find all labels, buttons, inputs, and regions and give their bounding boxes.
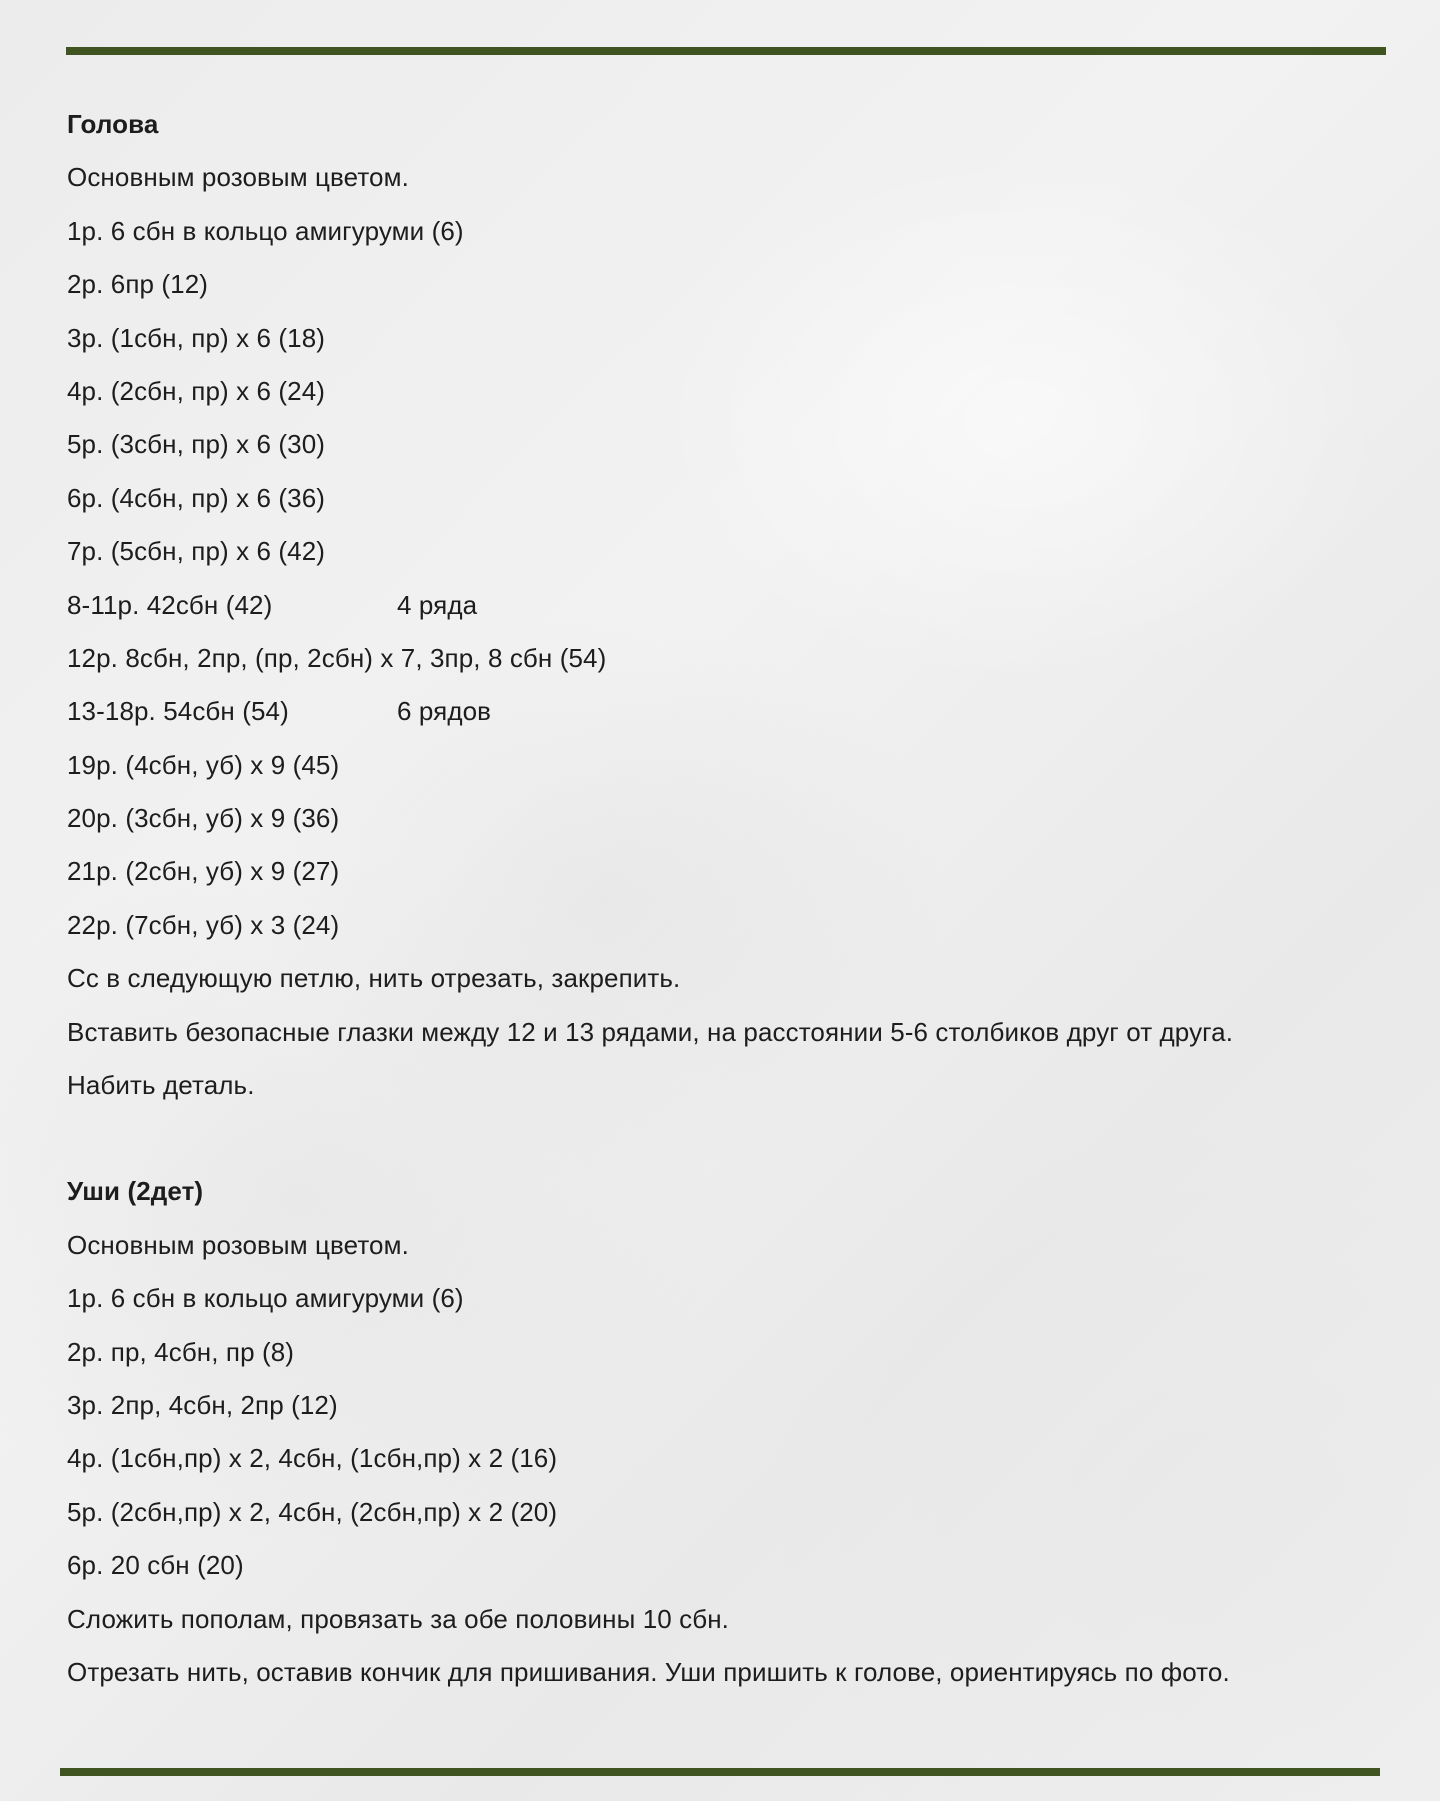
- instruction-line: 2р. 6пр (12): [67, 269, 209, 300]
- instruction-line: 19р. (4сбн, уб) х 9 (45): [67, 749, 340, 780]
- instruction-line: 5р. (3сбн, пр) х 6 (30): [67, 429, 326, 460]
- instruction-line: 20р. (3сбн, уб) х 9 (36): [67, 803, 340, 834]
- instruction-line: Набить деталь.: [67, 1070, 255, 1101]
- instruction-line: 12р. 8сбн, 2пр, (пр, 2сбн) х 7, 3пр, 8 сбн (54): [67, 642, 607, 673]
- instruction-line: 5р. (2сбн,пр) х 2, 4сбн, (2сбн,пр) х 2 (20): [67, 1496, 558, 1527]
- instruction-line-with-note: [67, 685, 1407, 738]
- section-title: Уши (2дет): [67, 1176, 204, 1207]
- section-ears: [67, 1165, 1407, 1699]
- instruction-line: 3р. 2пр, 4сбн, 2пр (12): [67, 1389, 338, 1420]
- instruction-line: 22р. (7сбн, уб) х 3 (24): [67, 909, 340, 940]
- top-divider: [66, 47, 1386, 55]
- instruction-line: Сложить пополам, провязать за обе половины 10 сбн.: [67, 1603, 730, 1634]
- instruction-line: 2р. пр, 4сбн, пр (8): [67, 1336, 295, 1367]
- instruction-line: 4р. (1сбн,пр) х 2, 4сбн, (1сбн,пр) х 2 (16): [67, 1443, 558, 1474]
- instruction-line: 7р. (5сбн, пр) х 6 (42): [67, 536, 326, 567]
- instruction-line: 6р. (4сбн, пр) х 6 (36): [67, 482, 326, 513]
- row-count-note: 6 рядов: [397, 696, 492, 727]
- instruction-line-with-note: [67, 579, 1407, 632]
- instruction-line: Отрезать нить, оставив кончик для пришивания. Уши пришить к голове, ориентируясь по фото.: [67, 1656, 1230, 1687]
- instruction-text: 13-18р. 54сбн (54): [67, 696, 289, 727]
- section-head: [67, 98, 1407, 1112]
- section-title: Голова: [67, 109, 159, 139]
- instruction-line: 21р. (2сбн, уб) х 9 (27): [67, 856, 340, 887]
- row-count-note: 4 ряда: [397, 589, 478, 620]
- instruction-line: 1р. 6 сбн в кольцо амигуруми (6): [67, 1283, 464, 1314]
- instruction-line: 4р. (2сбн, пр) х 6 (24): [67, 375, 326, 406]
- instruction-line: 1р. 6 сбн в кольцо амигуруми (6): [67, 215, 464, 246]
- instruction-line: Основным розовым цветом.: [67, 162, 409, 193]
- instruction-line: 3р. (1сбн, пр) х 6 (18): [67, 322, 326, 353]
- instruction-line: Основным розовым цветом.: [67, 1229, 409, 1260]
- instruction-line: 6р. 20 сбн (20): [67, 1550, 244, 1581]
- instruction-line: Сс в следующую петлю, нить отрезать, закрепить.: [67, 963, 681, 994]
- bottom-divider: [60, 1768, 1380, 1776]
- instruction-text: 8-11р. 42сбн (42): [67, 589, 273, 620]
- instruction-line: Вставить безопасные глазки между 12 и 13 рядами, на расстоянии 5-6 столбиков друг от друга.: [67, 1016, 1234, 1047]
- pattern-content: [67, 98, 1407, 1699]
